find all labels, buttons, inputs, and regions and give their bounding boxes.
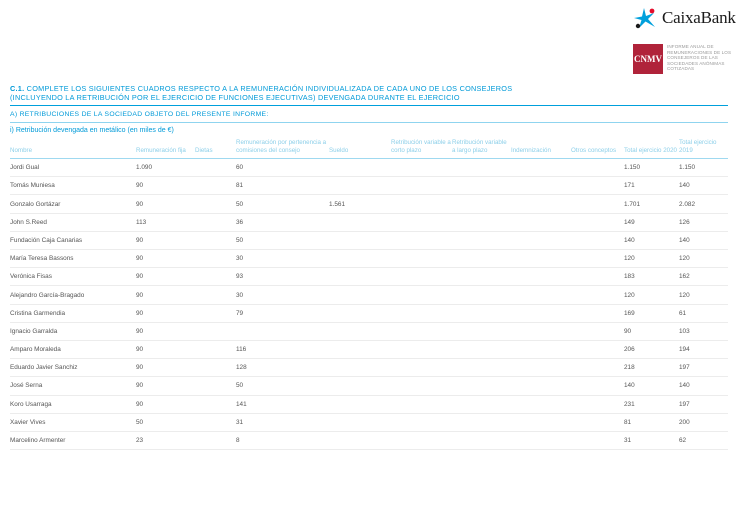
table-row — [10, 213, 728, 231]
table-cell: 31 — [236, 413, 329, 431]
table-cell — [195, 159, 236, 177]
director-name: María Teresa Bassons — [10, 250, 136, 268]
table-cell: 128 — [236, 359, 329, 377]
table-cell: 194 — [679, 340, 728, 358]
table-cell: 171 — [624, 177, 679, 195]
table-cell — [511, 177, 571, 195]
table-cell: 93 — [236, 268, 329, 286]
table-cell — [452, 231, 511, 249]
table-cell: 140 — [624, 377, 679, 395]
table-cell: 1.150 — [679, 159, 728, 177]
table-cell: 120 — [624, 250, 679, 268]
table-cell: 30 — [236, 286, 329, 304]
column-header: Dietas — [195, 137, 236, 158]
table-cell: 1.090 — [136, 159, 195, 177]
table-cell — [511, 395, 571, 413]
table-cell — [391, 213, 452, 231]
table-cell — [195, 413, 236, 431]
section-title-line1: COMPLETE LOS SIGUIENTES CUADROS RESPECTO A LA REMUNERACIÓN INDIVIDUALIZADA DE CADA UNO DE LOS CONSEJEROS — [26, 84, 513, 93]
column-header: Total ejercicio 2019 — [679, 137, 728, 158]
table-cell — [195, 395, 236, 413]
table-cell — [511, 304, 571, 322]
table-cell — [511, 377, 571, 395]
table-row — [10, 359, 728, 377]
table-cell — [195, 213, 236, 231]
column-header: Nombre — [10, 137, 136, 158]
table-cell — [329, 359, 391, 377]
table-cell: 79 — [236, 304, 329, 322]
table-cell: 197 — [679, 395, 728, 413]
table-cell: 23 — [136, 431, 195, 449]
table-row — [10, 304, 728, 322]
table-cell: 126 — [679, 213, 728, 231]
director-name: Verónica Fisas — [10, 268, 136, 286]
table-cell: 140 — [679, 377, 728, 395]
section-title — [10, 84, 728, 102]
table-cell: 61 — [679, 304, 728, 322]
table-cell: 31 — [624, 431, 679, 449]
table-cell: 90 — [136, 268, 195, 286]
table-cell — [452, 413, 511, 431]
table-cell: 1.150 — [624, 159, 679, 177]
table-cell — [511, 268, 571, 286]
director-name: Cristina Garmendia — [10, 304, 136, 322]
table-cell: 90 — [136, 177, 195, 195]
table-cell — [452, 177, 511, 195]
table-cell: 30 — [236, 250, 329, 268]
table-row — [10, 250, 728, 268]
director-name: Amparo Moraleda — [10, 340, 136, 358]
table-cell: 113 — [136, 213, 195, 231]
table-cell — [452, 340, 511, 358]
table-cell: 90 — [624, 322, 679, 340]
table-cell — [391, 304, 452, 322]
director-name: Ignacio Garralda — [10, 322, 136, 340]
table-cell — [329, 304, 391, 322]
table-cell: 50 — [236, 195, 329, 213]
table-cell — [195, 231, 236, 249]
table-row — [10, 377, 728, 395]
table-cell: 90 — [136, 322, 195, 340]
table-cell — [571, 322, 624, 340]
table-cell: 120 — [679, 286, 728, 304]
table-cell — [329, 395, 391, 413]
column-header: Remuneración por pertenencia a comisiones del consejo — [236, 137, 329, 158]
table-cell — [571, 431, 624, 449]
table-cell: 206 — [624, 340, 679, 358]
table-cell: 90 — [136, 231, 195, 249]
director-name: Koro Usarraga — [10, 395, 136, 413]
table-cell: 200 — [679, 413, 728, 431]
table-cell: 90 — [136, 377, 195, 395]
section-title-line2: (INCLUYENDO LA RETRIBUCIÓN POR EL EJERCICIO DE FUNCIONES EJECUTIVAS) DEVENGADA DURANTE EL EJERCICIO — [10, 93, 460, 103]
table-cell — [391, 177, 452, 195]
table-cell: 120 — [624, 286, 679, 304]
table-cell — [452, 431, 511, 449]
table-row — [10, 340, 728, 358]
table-cell: 90 — [136, 359, 195, 377]
table-cell — [391, 159, 452, 177]
director-name: Xavier Vives — [10, 413, 136, 431]
table-cell — [329, 231, 391, 249]
table-cell — [511, 322, 571, 340]
table-cell — [329, 250, 391, 268]
table-cell — [571, 359, 624, 377]
table-cell — [571, 304, 624, 322]
director-name: Eduardo Javier Sanchiz — [10, 359, 136, 377]
table-cell — [511, 159, 571, 177]
table-cell — [391, 286, 452, 304]
table-cell — [511, 195, 571, 213]
director-name: Fundación Caja Canarias — [10, 231, 136, 249]
table-cell — [391, 195, 452, 213]
table-row — [10, 413, 728, 431]
table-cell: 140 — [624, 231, 679, 249]
table-row — [10, 431, 728, 449]
table-cell — [571, 177, 624, 195]
column-header: Otros conceptos — [571, 137, 624, 158]
brand-name: CaixaBank — [662, 8, 736, 27]
table-cell — [571, 268, 624, 286]
table-cell — [452, 304, 511, 322]
table-cell — [195, 377, 236, 395]
table-cell — [391, 431, 452, 449]
table-cell: 62 — [679, 431, 728, 449]
table-cell — [391, 359, 452, 377]
table-cell — [571, 286, 624, 304]
table-cell — [452, 359, 511, 377]
cnmv-badge-text: CNMV — [634, 53, 662, 64]
table-cell: 8 — [236, 431, 329, 449]
table-cell — [571, 159, 624, 177]
caixabank-logo — [633, 6, 743, 30]
table-cell — [391, 231, 452, 249]
table-cell — [452, 159, 511, 177]
table-cell — [195, 340, 236, 358]
column-header: Retribución variable a corto plazo — [391, 137, 452, 158]
director-name: John S.Reed — [10, 213, 136, 231]
table-cell: 1.701 — [624, 195, 679, 213]
table-cell — [452, 377, 511, 395]
table-cell — [571, 250, 624, 268]
cnmv-logo — [633, 44, 749, 78]
cnmv-caption: INFORME ANUAL DE REMUNERACIONES DE LOS CONSEJEROS DE LAS SOCIEDADES ANÓNIMAS COTIZADAS — [667, 44, 732, 71]
table-cell — [391, 250, 452, 268]
table-row — [10, 322, 728, 340]
table-cell: 90 — [136, 304, 195, 322]
table-cell: 116 — [236, 340, 329, 358]
table-cell — [329, 322, 391, 340]
table-cell — [195, 304, 236, 322]
table-cell: 140 — [679, 177, 728, 195]
table-cell: 90 — [136, 395, 195, 413]
table-cell: 50 — [236, 377, 329, 395]
table-cell — [391, 268, 452, 286]
table-cell: 60 — [236, 159, 329, 177]
table-cell: 90 — [136, 286, 195, 304]
table-cell — [511, 286, 571, 304]
subsection-title: i) Retribución devengada en metálico (en miles de €) — [10, 127, 174, 135]
table-cell — [511, 213, 571, 231]
table-cell — [511, 413, 571, 431]
table-cell — [452, 395, 511, 413]
table-cell: 2.082 — [679, 195, 728, 213]
table-cell — [329, 213, 391, 231]
table-cell — [571, 195, 624, 213]
table-row — [10, 286, 728, 304]
director-name: Tomás Muniesa — [10, 177, 136, 195]
table-cell — [511, 250, 571, 268]
column-header: Sueldo — [329, 137, 391, 158]
table-cell — [571, 413, 624, 431]
table-cell — [452, 268, 511, 286]
table-cell — [329, 177, 391, 195]
table-cell: 120 — [679, 250, 728, 268]
section-subtitle: A) RETRIBUCIONES DE LA SOCIEDAD OBJETO DEL PRESENTE INFORME: — [10, 111, 269, 119]
table-row — [10, 195, 728, 213]
table-cell — [452, 322, 511, 340]
table-cell — [452, 286, 511, 304]
column-header: Indemnización — [511, 137, 571, 158]
star-icon — [633, 7, 659, 29]
table-cell: 90 — [136, 340, 195, 358]
table-cell — [195, 322, 236, 340]
table-cell: 1.561 — [329, 195, 391, 213]
column-header: Total ejercicio 2020 — [624, 137, 679, 158]
table-cell — [329, 340, 391, 358]
table-row — [10, 159, 728, 177]
table-cell: 81 — [624, 413, 679, 431]
table-cell — [329, 413, 391, 431]
table-cell — [195, 177, 236, 195]
table-cell — [452, 195, 511, 213]
remuneration-section — [10, 84, 728, 450]
section-code: C.1. — [10, 84, 25, 93]
table-cell — [391, 413, 452, 431]
table-cell — [329, 268, 391, 286]
table-header-row — [10, 137, 728, 158]
table-cell — [571, 340, 624, 358]
table-cell: 162 — [679, 268, 728, 286]
table-cell: 141 — [236, 395, 329, 413]
table-cell — [329, 286, 391, 304]
table-cell — [571, 395, 624, 413]
column-header: Remuneración fija — [136, 137, 195, 158]
table-cell — [511, 359, 571, 377]
table-cell — [195, 195, 236, 213]
table-cell — [391, 340, 452, 358]
director-name: Gonzalo Gortázar — [10, 195, 136, 213]
cnmv-badge — [633, 44, 663, 74]
table-cell — [511, 431, 571, 449]
table-cell: 50 — [136, 413, 195, 431]
table-cell — [195, 431, 236, 449]
table-row — [10, 231, 728, 249]
table-cell — [195, 250, 236, 268]
table-cell: 231 — [624, 395, 679, 413]
table-cell: 218 — [624, 359, 679, 377]
table-cell — [452, 213, 511, 231]
table-cell: 103 — [679, 322, 728, 340]
table-row — [10, 177, 728, 195]
remuneration-table — [10, 137, 728, 450]
table-cell: 81 — [236, 177, 329, 195]
table-cell — [195, 286, 236, 304]
table-cell: 197 — [679, 359, 728, 377]
table-cell — [391, 395, 452, 413]
table-cell: 183 — [624, 268, 679, 286]
table-row — [10, 268, 728, 286]
table-cell — [236, 322, 329, 340]
table-cell — [391, 322, 452, 340]
table-cell — [571, 377, 624, 395]
table-cell: 50 — [236, 231, 329, 249]
table-row — [10, 395, 728, 413]
table-cell — [511, 340, 571, 358]
table-cell: 140 — [679, 231, 728, 249]
table-cell — [452, 250, 511, 268]
table-cell — [571, 213, 624, 231]
table-cell — [195, 268, 236, 286]
table-cell — [511, 231, 571, 249]
table-cell — [391, 377, 452, 395]
column-header: Retribución variable a largo plazo — [452, 137, 511, 158]
table-cell — [329, 431, 391, 449]
table-body — [10, 159, 728, 450]
table-cell: 149 — [624, 213, 679, 231]
table-cell — [329, 159, 391, 177]
table-cell: 90 — [136, 250, 195, 268]
table-cell: 169 — [624, 304, 679, 322]
director-name: José Serna — [10, 377, 136, 395]
table-cell: 36 — [236, 213, 329, 231]
director-name: Jordi Gual — [10, 159, 136, 177]
table-cell — [195, 359, 236, 377]
table-cell: 90 — [136, 195, 195, 213]
director-name: Alejandro García-Bragado — [10, 286, 136, 304]
table-cell — [571, 231, 624, 249]
table-cell — [329, 377, 391, 395]
director-name: Marcelino Armenter — [10, 431, 136, 449]
